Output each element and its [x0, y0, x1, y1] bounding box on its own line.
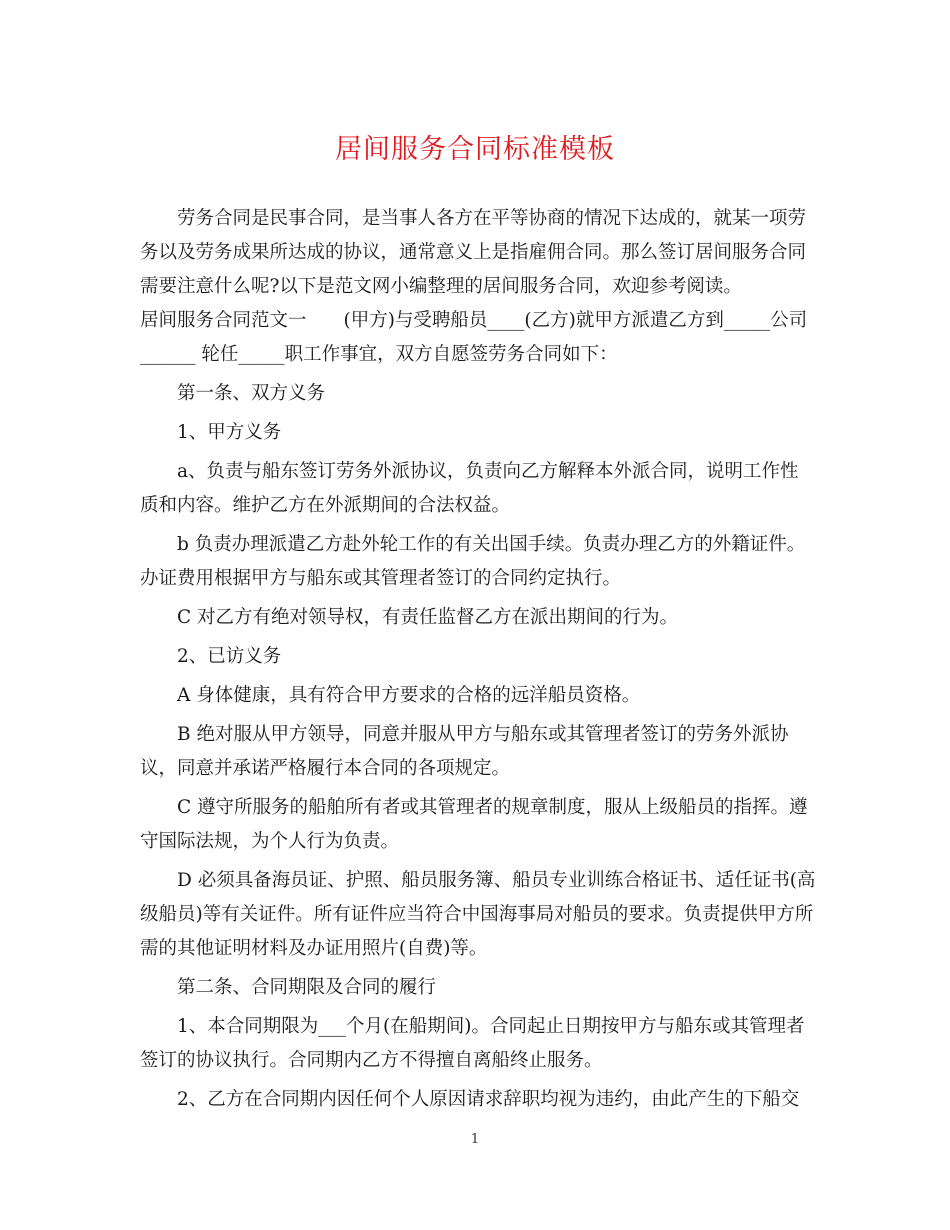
party-b-clause-a: A 身体健康，具有符合甲方要求的合格的远洋船员资格。 — [177, 685, 641, 706]
contract-opening-paragraph: 居间服务合同范文一 (甲方)与受聘船员____(乙方)就甲方派遣乙方到_____公司______ 轮任_____职工作事宜，双方自愿签劳务合同如下： — [140, 310, 808, 365]
article-2-heading: 第二条、合同期限及合同的履行 — [177, 977, 437, 998]
party-a-clause-b: b 负责办理派遣乙方赴外轮工作的有关出国手续。负责办理乙方的外籍证件。办证费用根据甲方与船东或其管理者签订的合同约定执行。 — [140, 534, 806, 589]
term-clause-2: 2、乙方在合同期内因任何个人原因请求辞职均视为违约，由此产生的下船交 — [177, 1089, 800, 1110]
party-a-clause-a: a、负责与船东签订劳务外派协议，负责向乙方解释本外派合同，说明工作性质和内容。维护乙方在外派期间的合法权益。 — [140, 461, 799, 516]
party-a-clause-c: C 对乙方有绝对领导权，有责任监督乙方在派出期间的行为。 — [177, 607, 679, 628]
article-1-heading: 第一条、双方义务 — [177, 383, 326, 404]
party-b-clause-b: B 绝对服从甲方领导，同意并服从甲方与船东或其管理者签订的劳务外派协议，同意并承诺严格履行本合同的各项规定。 — [140, 724, 789, 779]
document-title: 居间服务合同标准模板 — [335, 134, 615, 165]
party-b-clause-c: C 遵守所服务的船舶所有者或其管理者的规章制度，服从上级船员的指挥。遵守国际法规，为个人行为负责。 — [140, 797, 808, 852]
intro-paragraph: 劳务合同是民事合同，是当事人各方在平等协商的情况下达成的，就某一项劳务以及劳务成果所达成的协议，通常意义上是指雇佣合同。那么签订居间服务合同需要注意什么呢?以下是范文网小编整理的居间服务合同，欢迎参考阅读。 — [140, 208, 807, 297]
party-b-clause-d: D 必须具备海员证、护照、船员服务簿、船员专业训练合格证书、适任证书(高级船员)等有关证件。所有证件应当符合中国海事局对船员的要求。负责提供甲方所需的其他证明材料及办证用照片(自费)等。 — [140, 870, 816, 959]
document-body — [140, 202, 816, 1117]
page-number: 1 — [470, 1132, 480, 1147]
party-b-obligations-heading: 2、已访义务 — [177, 646, 282, 667]
term-clause-1: 1、本合同期限为___个月(在船期间)。合同起止日期按甲方与船东或其管理者签订的协议执行。合同期内乙方不得擅自离船终止服务。 — [140, 1016, 805, 1071]
party-a-obligations-heading: 1、甲方义务 — [177, 422, 282, 443]
